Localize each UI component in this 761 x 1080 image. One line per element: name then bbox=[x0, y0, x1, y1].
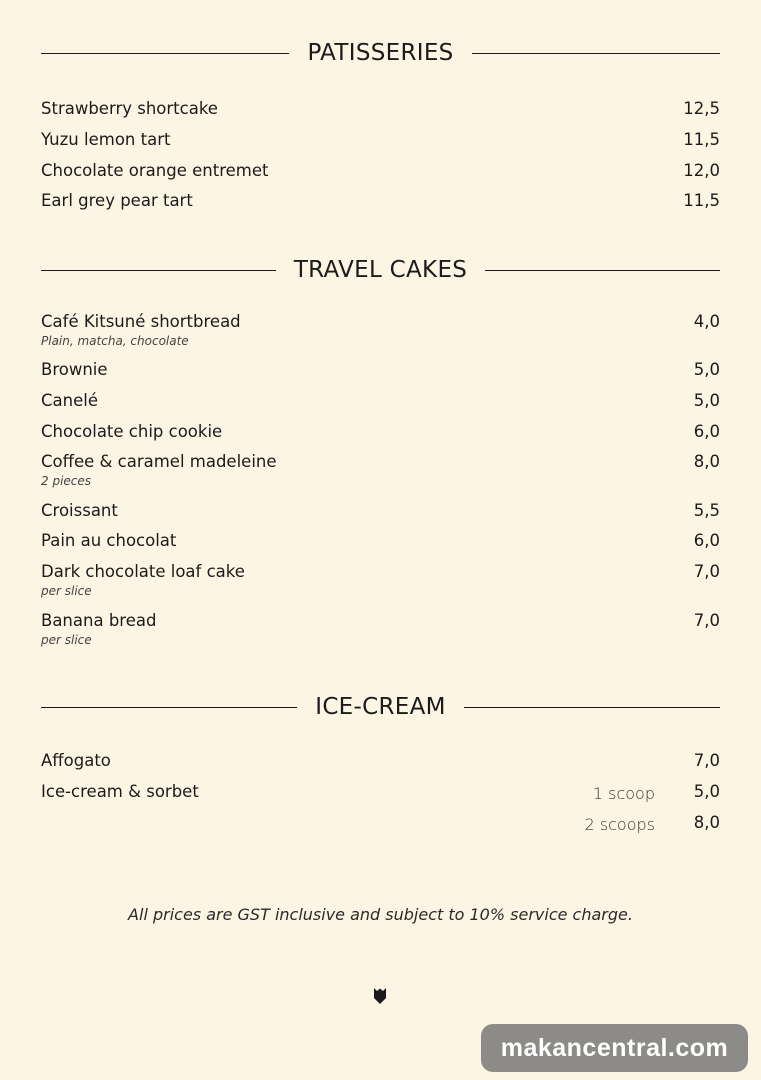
item-name: Banana bread bbox=[41, 611, 157, 630]
item-name: Croissant bbox=[41, 501, 118, 520]
item-note: per slice bbox=[41, 584, 92, 598]
item-variant: 2 scoops bbox=[584, 815, 655, 834]
item-name: Dark chocolate loaf cake bbox=[41, 562, 245, 581]
item-name: Affogato bbox=[41, 751, 111, 770]
item-price: 11,5 bbox=[683, 130, 720, 149]
divider bbox=[472, 53, 720, 54]
watermark: makancentral.com bbox=[481, 1024, 748, 1072]
item-price: 7,0 bbox=[693, 751, 720, 770]
menu-item bbox=[41, 360, 720, 390]
item-note: 2 pieces bbox=[41, 474, 92, 488]
item-name: Strawberry shortcake bbox=[41, 99, 218, 118]
item-price: 8,0 bbox=[693, 452, 720, 471]
divider bbox=[464, 707, 720, 708]
menu-item bbox=[41, 452, 720, 488]
divider bbox=[485, 270, 720, 271]
section-title: PATISSERIES bbox=[307, 40, 454, 66]
item-name: Earl grey pear tart bbox=[41, 191, 193, 210]
menu-item bbox=[41, 562, 720, 598]
menu-item bbox=[41, 391, 720, 421]
item-price: 4,0 bbox=[693, 312, 720, 331]
menu-item bbox=[41, 99, 720, 129]
menu-item bbox=[41, 782, 720, 812]
item-name: Chocolate chip cookie bbox=[41, 422, 223, 441]
item-note: per slice bbox=[41, 633, 92, 647]
divider bbox=[41, 53, 289, 54]
item-name: Yuzu lemon tart bbox=[41, 130, 171, 149]
divider bbox=[41, 707, 297, 708]
section-title: TRAVEL CAKES bbox=[293, 257, 468, 283]
menu-item bbox=[41, 611, 720, 647]
menu-item bbox=[41, 531, 720, 561]
menu-item bbox=[41, 813, 720, 843]
item-price: 5,0 bbox=[693, 782, 720, 801]
section-header-ice-cream bbox=[41, 694, 720, 720]
menu-item bbox=[41, 312, 720, 348]
item-name: Pain au chocolat bbox=[41, 531, 177, 550]
item-name: Brownie bbox=[41, 360, 108, 379]
item-name: Chocolate orange entremet bbox=[41, 161, 269, 180]
section-header-travel-cakes bbox=[41, 257, 720, 283]
menu-item bbox=[41, 751, 720, 781]
item-price: 7,0 bbox=[693, 562, 720, 581]
item-price: 12,0 bbox=[683, 161, 720, 180]
item-price: 5,5 bbox=[693, 501, 720, 520]
menu-item bbox=[41, 191, 720, 221]
item-name: Café Kitsuné shortbread bbox=[41, 312, 241, 331]
item-price: 8,0 bbox=[693, 813, 720, 832]
item-name: Canelé bbox=[41, 391, 98, 410]
item-price: 5,0 bbox=[693, 360, 720, 379]
fox-head-icon bbox=[373, 986, 387, 1006]
menu-item bbox=[41, 501, 720, 531]
item-price: 12,5 bbox=[683, 99, 720, 118]
menu-item bbox=[41, 422, 720, 452]
item-price: 7,0 bbox=[693, 611, 720, 630]
menu-item bbox=[41, 161, 720, 191]
item-note: Plain, matcha, chocolate bbox=[41, 334, 189, 348]
menu-item bbox=[41, 130, 720, 160]
item-price: 6,0 bbox=[693, 531, 720, 550]
divider bbox=[41, 270, 276, 271]
item-name: Coffee & caramel madeleine bbox=[41, 452, 277, 471]
item-price: 5,0 bbox=[693, 391, 720, 410]
item-price: 11,5 bbox=[683, 191, 720, 210]
item-variant: 1 scoop bbox=[592, 784, 655, 803]
section-header-patisseries bbox=[41, 40, 720, 66]
item-name: Ice-cream & sorbet bbox=[41, 782, 199, 801]
section-title: ICE-CREAM bbox=[315, 694, 446, 720]
footer-note: All prices are GST inclusive and subject to 10% service charge. bbox=[128, 905, 633, 924]
item-price: 6,0 bbox=[693, 422, 720, 441]
